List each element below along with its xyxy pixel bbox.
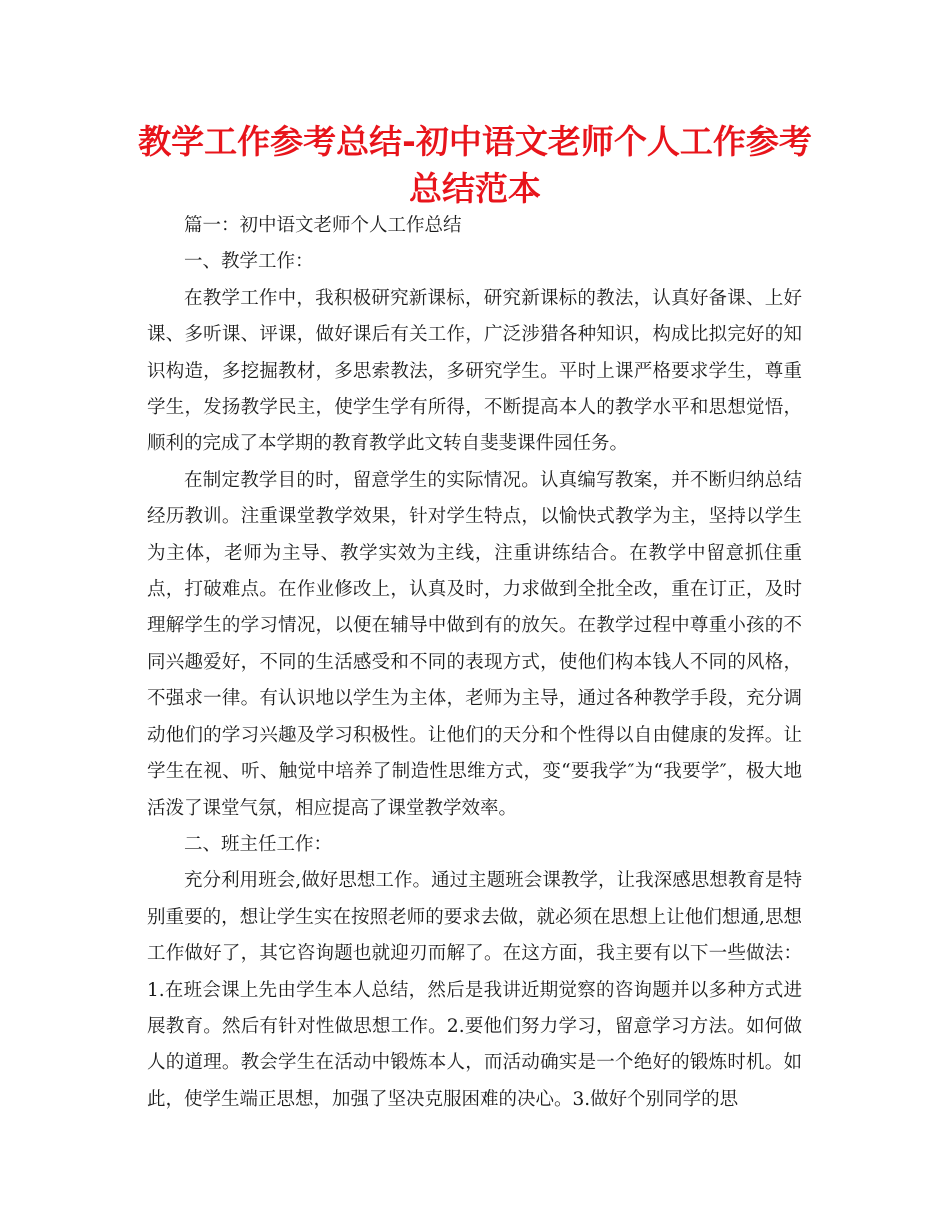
- section-heading-part-one: 篇一：初中语文老师个人工作总结: [184, 215, 462, 236]
- section-heading-teaching: 一、教学工作：: [184, 251, 314, 273]
- paragraph-teaching-goals: 在制定教学目的时，留意学生的实际情况。认真编写教案，并不断归纳总结经历教训。注重课堂教学效果，针对学生特点，以愉快式教学为主，坚持以学生为主体，老师为主导、教学实效为主线，注重讲练结合。在教学中留意抓住重点，打破难点。在作业修改上，认真及时，力求做到全批全改，重在订正，及时理解学生的学习情况，以便在辅导中做到有的放矢。在教学过程中尊重小孩的不同兴趣爱好，不同的生活感受和不同的表现方式，使他们构本钱人不同的风格，不强求一律。有认识地以学生为主体，老师为主导，通过各种教学手段，充分调动他们的学习兴趣及学习积极性。让他们的天分和个性得以自由健康的发挥。让学生在视、听、触觉中培养了制造性思维方式，变“要我学″为“我要学″，极大地活泼了课堂气氛，相应提高了课堂教学效率。: [147, 469, 802, 819]
- paragraph-teaching-research: 在教学工作中，我积极研究新课标，研究新课标的教法，认真好备课、上好课、多听课、评课，做好课后有关工作，广泛涉猎各种知识，构成比拟完好的知识构造，多挖掘教材，多思索教法，多研究学生。平时上课严格要求学生，尊重学生，发扬教学民主，使学生学有所得，不断提高本人的教学水平和思想觉悟，顺利的完成了本学期的教育教学此文转自斐斐课件园任务。: [147, 287, 802, 455]
- paragraph-class-meeting: 充分利用班会,做好思想工作。通过主题班会课教学，让我深感思想教育是特别重要的，想让学生实在按照老师的要求去做，就必须在思想上让他们想通,思想工作做好了，其它咨询题也就迎刃而解了。在这方面，我主要有以下一些做法：1.在班会课上先由学生本人总结，然后是我讲近期觉察的咨询题并以多种方式进展教育。然后有针对性做思想工作。2.要他们努力学习，留意学习方法。如何做人的道理。教会学生在活动中锻炼本人，而活动确实是一个绝好的锻炼时机。如此，使学生端正思想，加强了坚决克服困难的决心。3.做好个别同学的思: [147, 870, 802, 1110]
- section-heading-class-teacher: 二、班主任工作：: [184, 833, 333, 855]
- document-title: 教学工作参考总结-初中语文老师个人工作参考总结范本: [138, 122, 812, 208]
- document-body: [147, 208, 802, 1118]
